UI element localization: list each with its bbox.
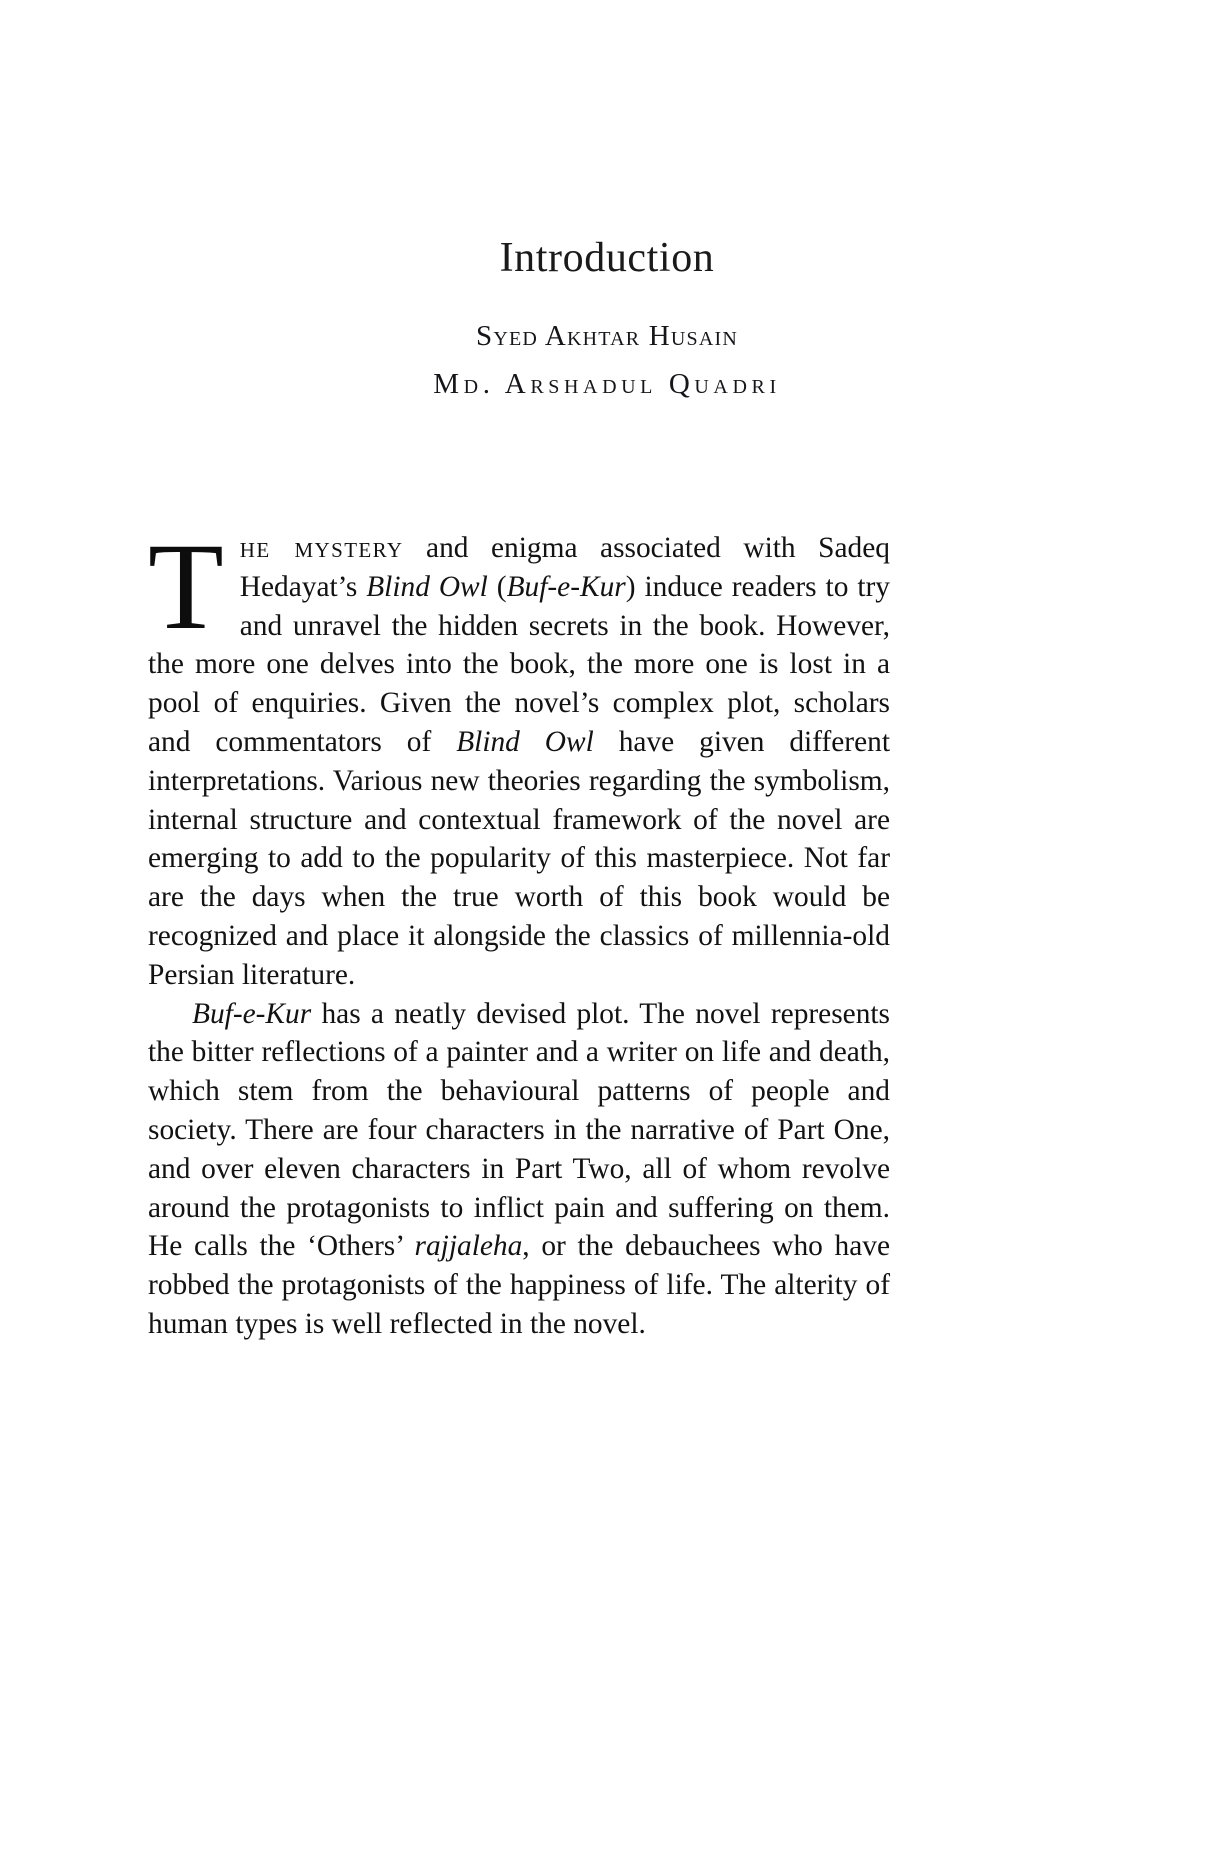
paragraph-one-segment-d: have given different interpretations. Various new theories regarding the symbolism, internal structure and contextual framework of the novel are emerging to add to the popularity of this masterpiece. Not far are the days when the true worth of this book would be recognized and place it alongside the classics of millennia-old Persian literature.: [148, 725, 890, 991]
paragraph-one-segment-b: (: [487, 570, 507, 603]
paragraph-one-segment-a: and enigma associated with Sadeq Hedayat’s: [239, 532, 890, 603]
paragraph-two: [148, 995, 890, 1344]
title-buf-e-kur-first: Buf-e-Kur: [506, 570, 626, 603]
page-title: Introduction: [499, 235, 715, 282]
paragraph-one-segment-c: ) induce readers to try and unravel the hidden secrets in the book. However, the more one delves into the book, the more one is lost in a pool of enquiries. Given the novel’s complex plot, scholars and commentators of: [148, 570, 890, 758]
drop-cap-letter: T: [148, 518, 224, 655]
small-caps-opening: he mystery: [239, 532, 404, 564]
body-text-block: [148, 518, 890, 1344]
term-rajjaleha: rajjaleha: [414, 1230, 523, 1263]
paragraph-two-segment-b: , or the debauchees who have robbed the protagonists of the happiness of life. The alterity of human types is well reflected in the novel.: [148, 1230, 890, 1340]
title-buf-e-kur-second: Buf-e-Kur: [192, 997, 312, 1030]
title-blind-owl-second: Blind Owl: [456, 725, 594, 758]
author-name-primary: Syed Akhtar Husain: [475, 320, 739, 352]
author-block: [0, 322, 1214, 399]
paragraph-two-segment-a: has a neatly devised plot. The novel represents the bitter reflections of a painter and a writer on life and death, which stem from the behavioural patterns of people and society. There are four characters in the narrative of Part One, and over eleven characters in Part Two, all of whom revolve around the protagonists to inflict pain and suffering on them. He calls the ‘Others’: [148, 997, 890, 1263]
paragraph-one: [148, 518, 890, 995]
title-blind-owl-first: Blind Owl: [366, 570, 488, 603]
author-name-secondary: Md. Arshadul Quadri: [433, 368, 781, 400]
